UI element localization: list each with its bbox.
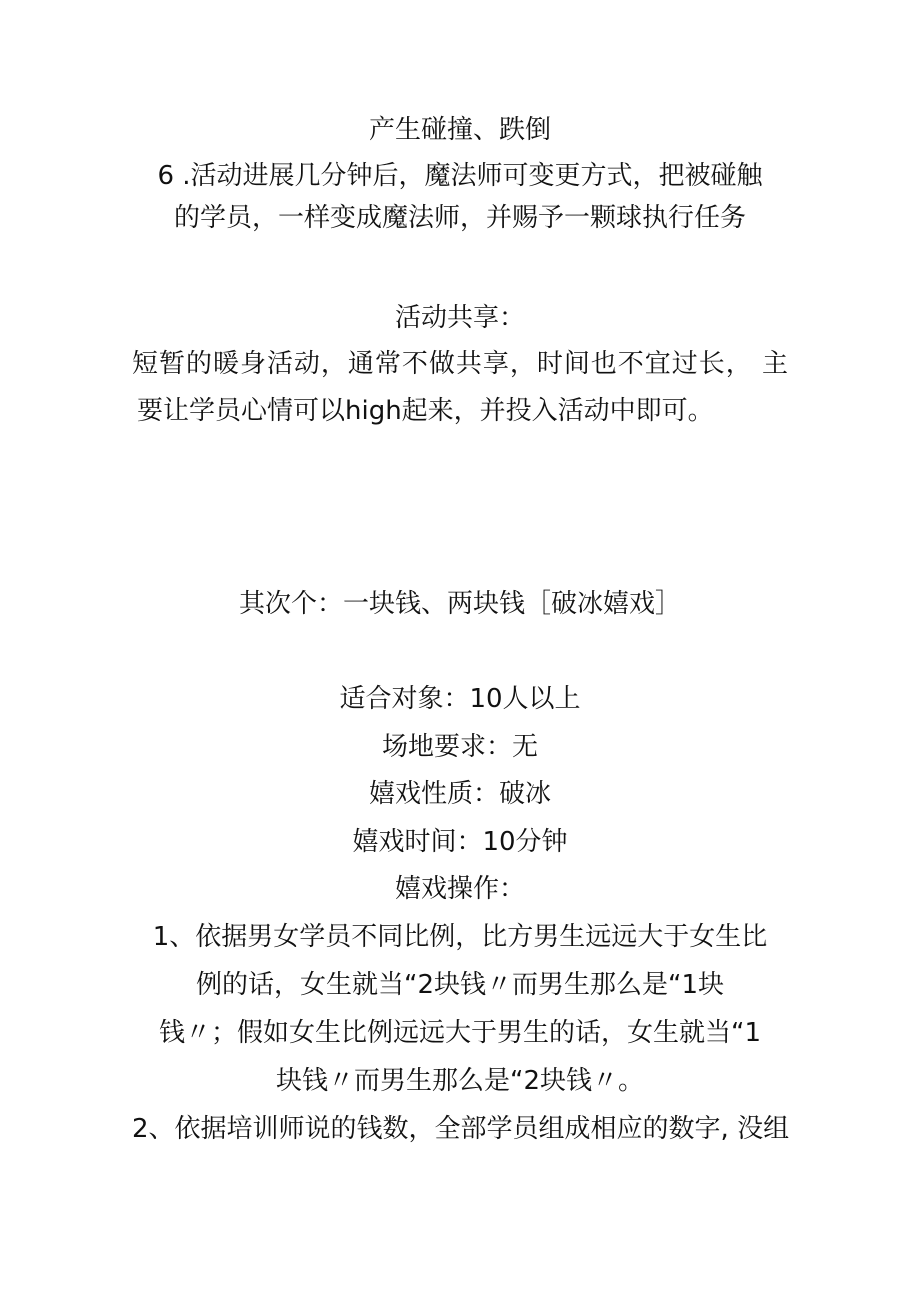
text-line-step6: 6 .活动进展几分钟后，魔法师可变更方式，把被碰触	[157, 161, 763, 191]
step1-line-1: 1、依据男女学员不同比例，比方男生远远大于女生比	[152, 922, 768, 952]
game2-nature: 嬉戏性质：破冰	[368, 779, 551, 809]
game2-title: 其次个：一块钱、两块钱［破冰嬉戏］	[238, 589, 681, 619]
text-line-collision: 产生碰撞、跌倒	[368, 115, 551, 145]
sharing-text-line-2: 要让学员心情可以high起来，并投入活动中即可。	[137, 396, 714, 426]
game2-audience: 适合对象：10人以上	[339, 684, 581, 714]
game2-duration: 嬉戏时间：10分钟	[352, 827, 568, 857]
step1-line-3: 钱〃；假如女生比例远远大于男生的话，女生就当“1	[158, 1018, 761, 1048]
text-line-step6-cont: 的学员，一样变成魔法师，并赐予一颗球执行任务	[173, 203, 746, 233]
sharing-text-line-1: 短暂的暖身活动，通常不做共享，时间也不宜过长， 主	[132, 349, 788, 379]
game2-venue: 场地要求：无	[381, 732, 538, 762]
step2-line-1: 2、依据培训师说的钱数，全部学员组成相应的数字, 没组	[132, 1114, 790, 1144]
game2-operation-heading: 嬉戏操作：	[394, 874, 525, 904]
step1-line-4: 块钱〃而男生那么是“2块钱〃。	[275, 1066, 644, 1096]
sharing-heading: 活动共享：	[394, 303, 525, 333]
step1-line-2: 例的话，女生就当“2块钱〃而男生那么是“1块	[195, 970, 725, 1000]
